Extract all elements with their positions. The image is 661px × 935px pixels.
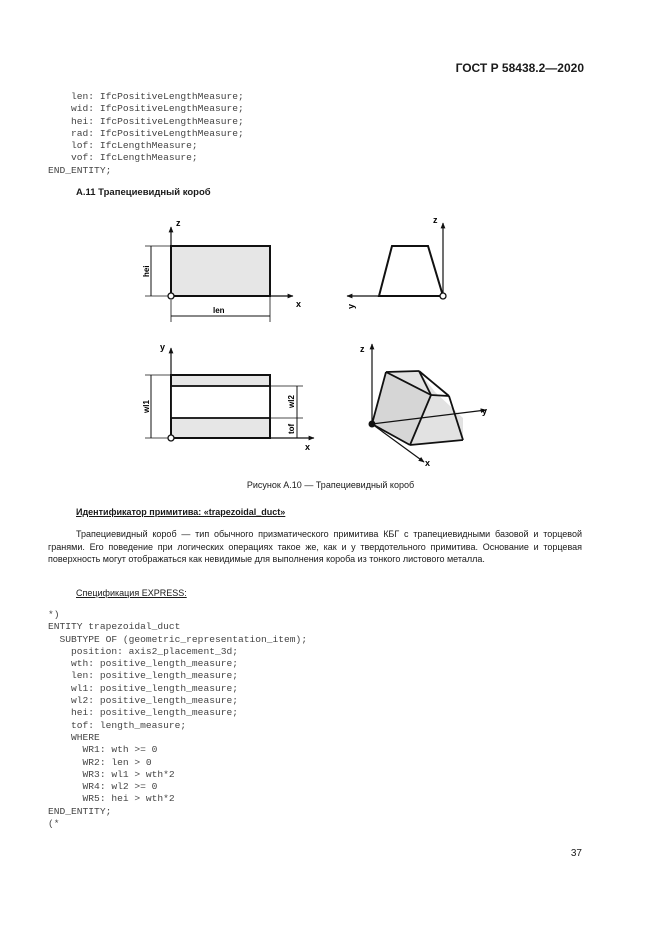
code-line: END_ENTITY; (48, 164, 112, 176)
code-line: hei: IfcPositiveLengthMeasure; (48, 115, 244, 127)
code-line: rad: IfcPositiveLengthMeasure; (48, 127, 244, 139)
end-view (346, 215, 446, 309)
code-line: wl1: positive_length_measure; (48, 682, 238, 694)
code-line: (* (48, 818, 60, 830)
axis-z-label: z (433, 215, 438, 225)
side-view (142, 218, 301, 322)
code-line: WR2: len > 0 (48, 756, 152, 768)
code-line: wl2: positive_length_measure; (48, 695, 238, 707)
dim-wl2-label: wl2 (287, 395, 296, 408)
primitive-identifier: Идентификатор примитива: «trapezoidal_duct» (76, 507, 286, 517)
origin-point (440, 293, 446, 299)
dim-tof-label: tof (287, 423, 296, 434)
code-line: END_ENTITY; (48, 805, 112, 817)
code-line: WR1: wth >= 0 (48, 744, 158, 756)
description-paragraph: Трапециевидный короб — тип обычного призматического примитива КБГ с трапециевидными базовой и торцевой гранями. Его поведение при логических операциях такое же, как и у твердотельного примитива. Основание и торцевая поверхность могут отображаться как невидимые для выполнения короба из тонкого листового металла. (48, 529, 582, 565)
isometric-view (360, 344, 487, 468)
code-line: tof: length_measure; (48, 719, 187, 731)
dim-hei-label: hei (142, 265, 151, 277)
code-line: WR5: hei > wth*2 (48, 793, 175, 805)
axis-x-label: x (305, 442, 311, 452)
end-view-trapezoid (379, 246, 443, 296)
code-line: lof: IfcLengthMeasure; (48, 140, 198, 152)
code-line: ENTITY trapezoidal_duct (48, 621, 181, 633)
page-number: 37 (570, 848, 582, 859)
code-line: WHERE (48, 731, 100, 743)
top-view-inner (171, 386, 270, 418)
code-line: position: axis2_placement_3d; (48, 645, 238, 657)
code-line: wth: positive_length_measure; (48, 658, 238, 670)
code-line: WR3: wl1 > wth*2 (48, 768, 175, 780)
code-line: *) (48, 609, 60, 620)
dim-wl1-label: wl1 (142, 400, 151, 413)
express-spec-label: Спецификация EXPRESS: (76, 588, 187, 598)
code-line: wid: IfcPositiveLengthMeasure; (48, 103, 244, 115)
origin-point (168, 293, 174, 299)
axis-z-label: z (176, 218, 181, 228)
axis-y-label: y (346, 303, 356, 309)
code-line: hei: positive_length_measure; (48, 707, 238, 719)
code-line: len: positive_length_measure; (48, 670, 238, 682)
code-line: len: IfcPositiveLengthMeasure; (48, 91, 244, 102)
top-view (142, 342, 314, 452)
section-heading: A.11 Трапециевидный короб (76, 187, 211, 198)
axis-y-label: y (482, 406, 488, 416)
axis-x-label: x (296, 299, 302, 309)
code-line: WR4: wl2 >= 0 (48, 781, 158, 793)
document-header: ГОСТ Р 58438.2—2020 (455, 61, 584, 75)
code-line: vof: IfcLengthMeasure; (48, 152, 198, 164)
side-view-body (171, 246, 270, 296)
code-block-bottom (48, 609, 307, 830)
axis-y-label: y (160, 342, 166, 352)
figure-caption: Рисунок А.10 — Трапециевидный короб (246, 480, 415, 490)
origin-point (168, 435, 174, 441)
code-line: SUBTYPE OF (geometric_representation_item); (48, 633, 308, 645)
axis-x-label: x (425, 458, 431, 468)
origin-point (369, 421, 375, 427)
axis-z-label: z (360, 344, 365, 354)
dim-len-label: len (213, 306, 225, 315)
